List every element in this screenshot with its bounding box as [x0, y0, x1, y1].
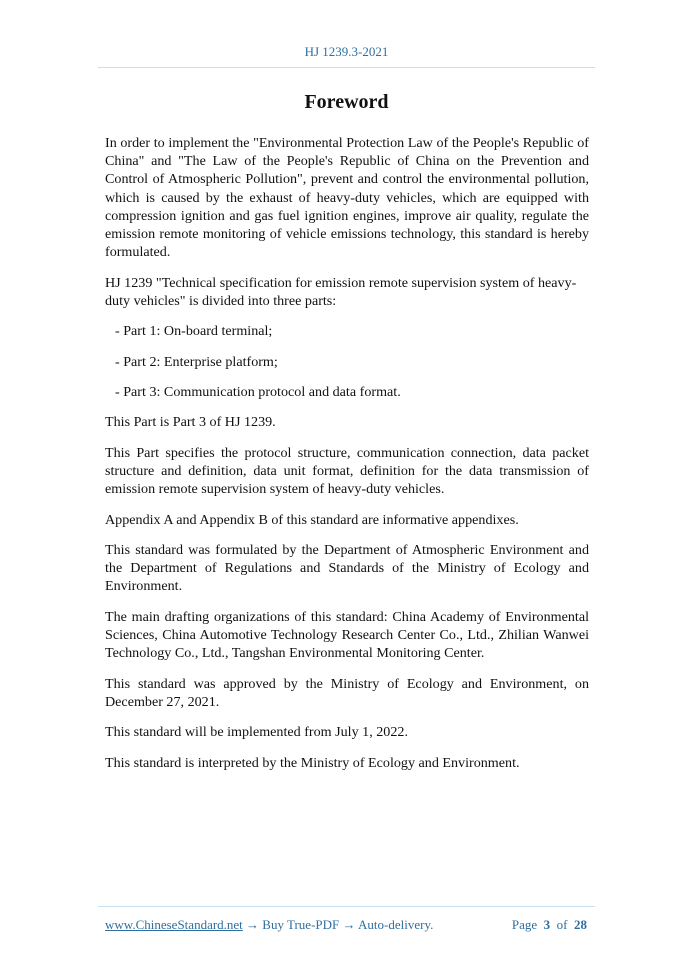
paragraph-formulated-by: This standard was formulated by the Department of Atmospheric Environment and the Department of Regulations and Standards of the Ministry of Ecology and Environment.: [105, 541, 589, 595]
list-item-part-2: - Part 2: Enterprise platform;: [115, 353, 278, 370]
footer-step-delivery: Auto-delivery.: [358, 917, 434, 932]
paragraph-purpose: In order to implement the "Environmental Protection Law of the People's Republic of China" and "The Law of the People's Republic of China on the Prevention and Control of Atmospheric Pollution", prevent and control the environmental pollution, which is caused by the exhaust of heavy-duty vehicles, which are equipped with compression ignition and gas fuel ignition engines, improve air quality, regulate the emission remote monitoring of vehicle emissions technology, this standard is hereby formulated.: [105, 135, 589, 261]
page-label: Page: [511, 917, 538, 932]
header-divider: [98, 67, 595, 68]
paragraph-drafting-orgs: The main drafting organizations of this standard: China Academy of Environmental Sciences, China Automotive Technology Research Center Co., Ltd., Zhilian Wanwei Technology Co., Ltd., Tangshan Environmental Monitoring Center.: [105, 608, 589, 662]
paragraph-appendixes: Appendix A and Appendix B of this standard are informative appendixes.: [105, 511, 519, 528]
website-link[interactable]: www.ChineseStandard.net: [105, 917, 243, 932]
paragraph-parts-intro: HJ 1239 "Technical specification for emission remote supervision system of heavy-duty vehicles" is divided into three parts:: [105, 274, 577, 309]
page-current: 3: [543, 917, 551, 932]
page-title: Foreword: [304, 91, 389, 113]
list-item-part-3: - Part 3: Communication protocol and data format.: [115, 383, 401, 400]
document-body: [105, 134, 589, 784]
page-of-label: of: [556, 917, 568, 932]
arrow-right-icon: →: [246, 917, 260, 932]
paragraph-part-statement: This Part is Part 3 of HJ 1239.: [105, 414, 276, 431]
list-item-part-1: - Part 1: On-board terminal;: [115, 323, 273, 340]
page-header-doc-id: HJ 1239.3-2021: [304, 44, 389, 59]
paragraph-implementation-date: This standard will be implemented from July 1, 2022.: [105, 724, 408, 741]
arrow-right-icon: →: [342, 917, 356, 932]
footer-promo: [105, 917, 433, 933]
footer-divider: [98, 906, 595, 907]
paragraph-scope: This Part specifies the protocol structure, communication connection, data packet structure and definition, data unit format, definition for the data transmission of emission remote supervision system of heavy-duty vehicles.: [105, 444, 589, 498]
paragraph-interpretation: This standard is interpreted by the Ministry of Ecology and Environment.: [105, 754, 520, 771]
paragraph-approval: This standard was approved by the Ministry of Ecology and Environment, on December 27, 2021.: [105, 675, 589, 710]
page-total: 28: [574, 917, 587, 932]
footer-step-buy: Buy True-PDF: [262, 917, 340, 932]
page-number: [512, 917, 587, 933]
